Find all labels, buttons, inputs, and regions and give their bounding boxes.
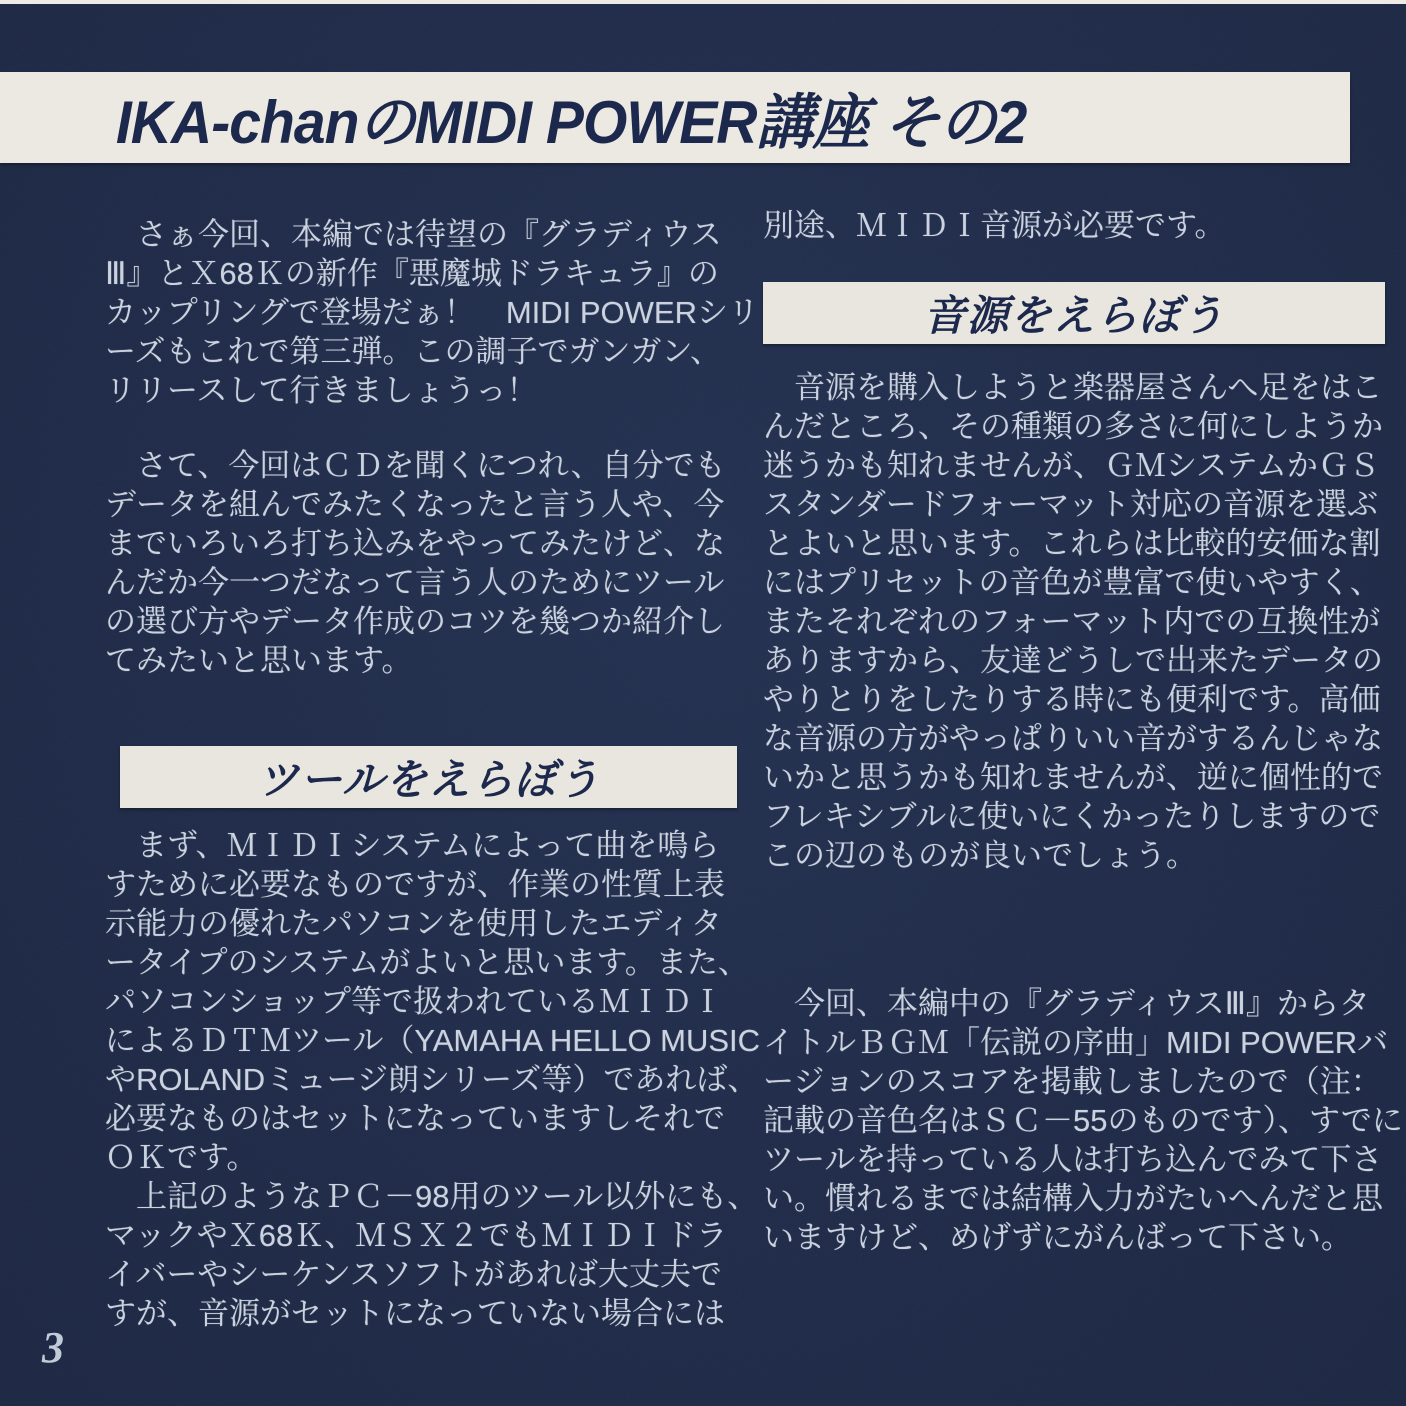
text-line: 必要なものはセットになっていますしそれで <box>105 1101 725 1136</box>
left-paragraph-topic <box>105 446 739 680</box>
text-line: の選び方やデータ作成のコツを幾つか紹介し <box>105 604 725 639</box>
text-line: 迷うかも知れませんが、ＧＭシステムかＧＳ <box>763 448 1380 483</box>
text-line: い。慣れるまでは結構入力がたいへんだと思 <box>763 1181 1383 1216</box>
section-title-sound-module: 音源をえらぼう <box>923 292 1225 339</box>
text-line: までいろいろ打ち込みをやってみたけど、な <box>105 526 725 561</box>
page-top-edge <box>0 0 1406 4</box>
text-line: 示能力の優れたパソコンを使用したエディタ <box>105 906 722 941</box>
text-line: さぁ今回、本編では待望の『グラディウス <box>105 217 722 252</box>
text-line: とよいと思います。これらは比較的安価な割 <box>763 526 1381 561</box>
page-number: 3 <box>42 1323 64 1372</box>
text-line: ータイプのシステムがよいと思います。また、 <box>105 945 749 980</box>
text-line: イバーやシーケンスソフトがあれば大丈夫で <box>105 1257 722 1292</box>
section-bar-sound-module <box>763 282 1385 344</box>
text-line: すために必要なものですが、作業の性質上表 <box>105 867 725 902</box>
text-line: 上記のようなＰＣ－98用のツール以外にも、 <box>105 1179 759 1214</box>
text-line: やROLANDミュージ朗シリーズ等）であれば、 <box>105 1062 759 1097</box>
text-line: カップリングで登場だぁ！ MIDI POWERシリ <box>105 295 759 330</box>
text-line: この辺のものが良いでしょう。 <box>763 838 1197 873</box>
text-line: イトルＢＧＭ「伝説の序曲」MIDI POWERバ <box>763 1025 1389 1060</box>
text-line: ありますから、友達どうしで出来たデータの <box>763 643 1383 678</box>
text-line: まず、ＭＩＤＩシステムによって曲を鳴ら <box>105 828 720 863</box>
text-line: 音源を購入しようと楽器屋さんへ足をはこ <box>763 370 1383 405</box>
right-paragraph-continuation <box>763 206 1393 245</box>
left-paragraph-tools-1 <box>105 826 761 1177</box>
text-line: いますけど、めげずにがんばって下さい。 <box>763 1220 1352 1255</box>
text-line: やりとりをしたりする時にも便利です。高価 <box>763 682 1381 717</box>
section-title-tools: ツールをえらぼう <box>256 756 601 803</box>
right-paragraph-score-note <box>763 984 1403 1257</box>
text-line: 今回、本編中の『グラディウスⅢ』からタ <box>763 986 1370 1021</box>
text-line: データを組んでみたくなったと言う人や、今 <box>105 487 725 522</box>
text-line: またそれぞれのフォーマット内での互換性が <box>763 604 1381 639</box>
text-line: さて、今回はＣＤを聞くにつれ、自分でも <box>105 448 726 483</box>
left-paragraph-tools-2 <box>105 1177 759 1333</box>
text-line: すが、音源がセットになっていない場合には <box>105 1296 725 1331</box>
text-line: リリースして行きましょうっ！ <box>105 373 538 408</box>
text-line: によるＤＴＭツール（YAMAHA HELLO MUSIC <box>105 1023 761 1058</box>
left-paragraph-intro <box>105 215 759 410</box>
text-line: パソコンショップ等で扱われているＭＩＤＩ <box>105 984 723 1019</box>
right-paragraph-sound-module <box>763 368 1393 875</box>
text-line: 別途、ＭＩＤＩ音源が必要です。 <box>763 208 1226 243</box>
page-title-bar <box>0 72 1350 163</box>
text-line: 記載の音色名はＳＣ－55のものです）、すでに <box>763 1103 1403 1138</box>
text-line: スタンダードフォーマット対応の音源を選ぶ <box>763 487 1379 522</box>
text-line: ＯＫです。 <box>105 1140 258 1175</box>
text-line: ツールを持っている人は打ち込んでみて下さ <box>763 1142 1383 1177</box>
text-line: にはプリセットの音色が豊富で使いやすく、 <box>763 565 1381 600</box>
text-line: マックやＸ68Ｋ、ＭＳＸ２でもＭＩＤＩドラ <box>105 1218 728 1253</box>
section-bar-tools <box>120 746 737 808</box>
text-line: んだか今一つだなって言う人のためにツール <box>105 565 725 600</box>
text-line: な音源の方がやっぱりいい音がするんじゃな <box>763 721 1383 756</box>
text-line: いかと思うかも知れませんが、逆に個性的で <box>763 760 1383 795</box>
text-line: ージョンのスコアを掲載しましたので（注： <box>763 1064 1382 1099</box>
text-line: フレキシブルに使いにくかったりしますので <box>763 799 1381 834</box>
text-line: Ⅲ』とＸ68Ｋの新作『悪魔城ドラキュラ』の <box>105 256 719 291</box>
text-line: ーズもこれで第三弾。この調子でガンガン、 <box>105 334 721 369</box>
text-line: んだところ、その種類の多さに何にしようか <box>763 409 1383 444</box>
text-line: てみたいと思います。 <box>105 643 413 678</box>
page-title: IKA-chanのMIDI POWER講座 その2 <box>115 88 1027 156</box>
